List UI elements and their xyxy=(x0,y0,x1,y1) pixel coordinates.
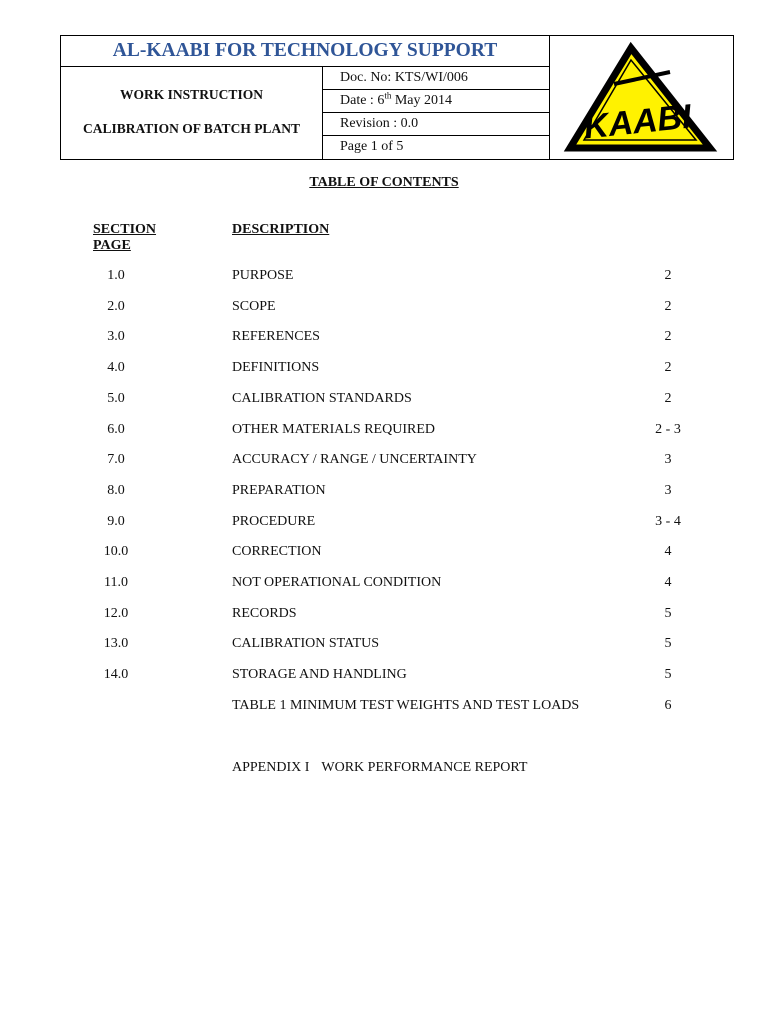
toc-page-number: 5 xyxy=(664,667,672,683)
toc-section-number: 11.0 xyxy=(104,575,128,590)
toc-description: RECORDS xyxy=(232,605,297,621)
logo-text: KAABI xyxy=(582,97,694,147)
toc-section-number: 8.0 xyxy=(107,482,125,498)
toc-row xyxy=(0,452,768,470)
toc-row xyxy=(0,698,768,716)
toc-section-number: 7.0 xyxy=(107,452,125,468)
company-name: AL-KAABI FOR TECHNOLOGY SUPPORT xyxy=(61,36,550,67)
toc-description: NOT OPERATIONAL CONDITION xyxy=(232,575,442,590)
toc-page-number: 2 xyxy=(664,329,672,345)
toc-section-number: 6.0 xyxy=(107,421,125,437)
column-header-section xyxy=(93,222,156,254)
toc-section-number: 12.0 xyxy=(103,605,129,621)
toc-description: CALIBRATION STANDARDS xyxy=(232,390,412,406)
toc-page-number: 5 xyxy=(664,636,672,652)
column-header-description: DESCRIPTION xyxy=(232,222,330,237)
toc-page-number: 2 xyxy=(664,390,672,406)
toc-row xyxy=(0,483,768,501)
doc-revision: Revision : 0.0 xyxy=(323,113,550,136)
toc-page-number: 3 xyxy=(664,452,672,468)
toc-page-number: 2 xyxy=(664,268,672,283)
toc-row xyxy=(0,514,768,532)
toc-row xyxy=(0,575,768,593)
toc-page-number: 2 xyxy=(664,360,672,376)
toc-row xyxy=(0,299,768,317)
toc-page-number: 3 - 4 xyxy=(655,513,681,529)
toc-page-number: 4 xyxy=(664,544,672,560)
toc-description: TABLE 1 MINIMUM TEST WEIGHTS AND TEST LOADS xyxy=(232,697,580,713)
document-title: CALIBRATION OF BATCH PLANT xyxy=(83,121,300,136)
toc-page-number: 2 xyxy=(664,298,672,314)
date-ordinal: th xyxy=(384,90,392,101)
toc-description: ACCURACY / RANGE / UNCERTAINTY xyxy=(232,452,477,468)
toc-description: OTHER MATERIALS REQUIRED xyxy=(232,421,435,437)
company-logo xyxy=(550,36,734,159)
toc-section-number: 13.0 xyxy=(103,636,129,652)
toc-description: PROCEDURE xyxy=(232,513,316,529)
toc-section-number: 14.0 xyxy=(103,667,129,683)
toc-page-number: 3 xyxy=(664,482,672,498)
toc-description: SCOPE xyxy=(232,298,276,314)
toc-description: CALIBRATION STATUS xyxy=(232,636,380,652)
toc-title: TABLE OF CONTENTS xyxy=(309,175,459,190)
date-suffix: May 2014 xyxy=(391,93,453,108)
toc-page-number: 4 xyxy=(664,575,672,590)
toc-row xyxy=(0,329,768,347)
toc-row xyxy=(0,667,768,685)
column-header-section-label: SECTION xyxy=(93,222,157,237)
column-header-page-label: PAGE xyxy=(93,238,131,253)
toc-row xyxy=(0,268,768,286)
toc-description: STORAGE AND HANDLING xyxy=(232,667,407,683)
toc-section-number: 4.0 xyxy=(107,360,125,376)
toc-section-number: 9.0 xyxy=(107,513,125,529)
toc-row xyxy=(0,422,768,440)
toc-description: PURPOSE xyxy=(232,268,294,283)
toc-section-number: 3.0 xyxy=(107,329,125,345)
doc-page: Page 1 of 5 xyxy=(323,136,550,159)
kaabi-logo-icon xyxy=(550,36,734,159)
toc-row xyxy=(0,544,768,562)
document-info-cell xyxy=(61,67,323,159)
document-header xyxy=(60,35,734,160)
toc-page-number: 5 xyxy=(664,605,672,621)
toc-row xyxy=(0,360,768,378)
toc-section-number: 10.0 xyxy=(103,544,129,560)
toc-page-number: 6 xyxy=(664,697,672,713)
toc-description: CORRECTION xyxy=(232,544,322,560)
appendix-entry xyxy=(232,760,527,776)
toc-section-number: 2.0 xyxy=(107,298,125,314)
toc-row xyxy=(0,636,768,654)
toc-page-number: 2 - 3 xyxy=(655,421,681,437)
doc-date xyxy=(323,90,550,113)
toc-description: PREPARATION xyxy=(232,482,326,498)
toc-row xyxy=(0,606,768,624)
toc-description: REFERENCES xyxy=(232,329,320,345)
doc-number: Doc. No: KTS/WI/006 xyxy=(323,67,550,90)
appendix-label: APPENDIX I xyxy=(232,760,310,775)
document-type: WORK INSTRUCTION xyxy=(120,87,263,102)
appendix-title: WORK PERFORMANCE REPORT xyxy=(321,760,528,775)
toc-description: DEFINITIONS xyxy=(232,360,320,376)
toc-row xyxy=(0,391,768,409)
toc-section-number: 1.0 xyxy=(107,268,125,283)
date-prefix: Date : 6 xyxy=(340,93,385,108)
toc-section-number: 5.0 xyxy=(107,390,125,406)
